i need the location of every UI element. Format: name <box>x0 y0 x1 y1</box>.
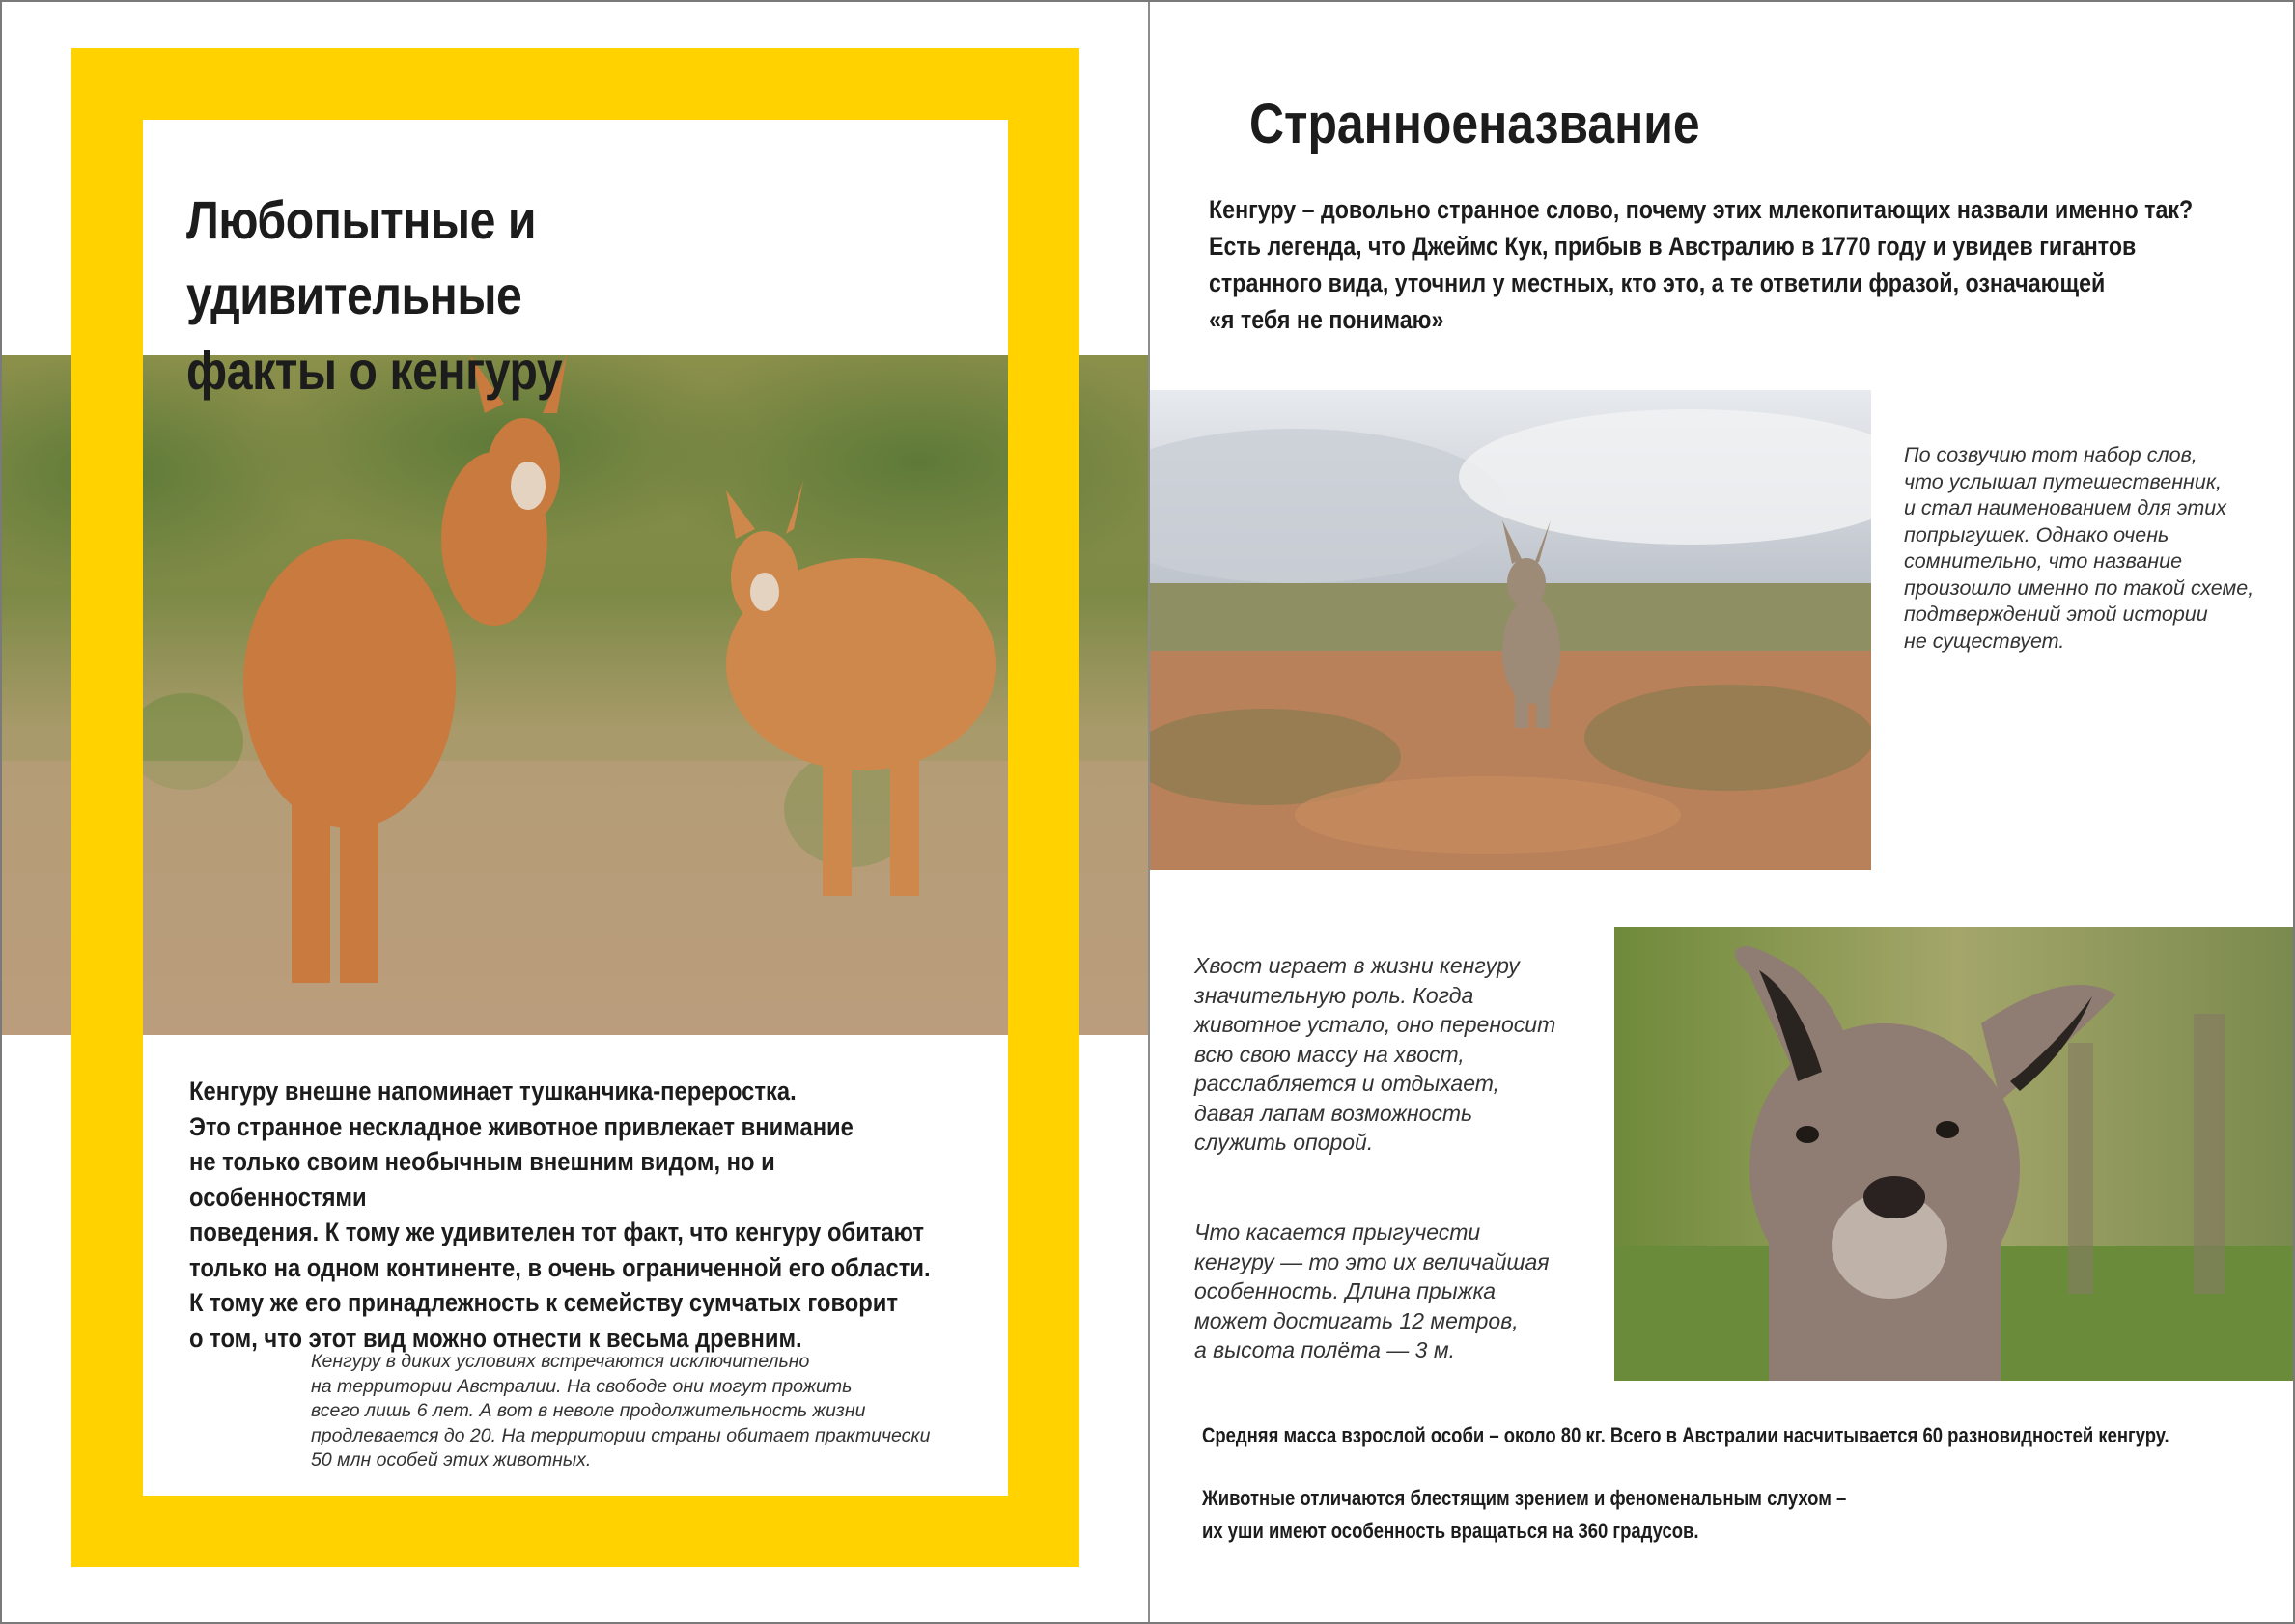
legend-paragraph: Кенгуру – довольно странное слово, почему этих млекопитающих назвали именно так? Есть легенда, что Джеймс Кук, прибыв в Австралию в 1770 году и увидев гигантов странного вида, уточнил у местных, кто это, а те ответили фразой, означающей «я тебя не понимаю» <box>1209 195 2194 334</box>
kangaroo-portrait-photo <box>1614 927 2295 1381</box>
kangaroo-outback-photo <box>1150 390 1871 870</box>
lifespan-note: Кенгуру в диких условиях встречаются исключительно на территории Австралии. На свободе они могут прожить всего лишь 6 лет. А вот в неволе продолжительность жизни продлевается до 20. На территории страны обитает практически 50 млн особей этих животных. <box>311 1351 931 1470</box>
page-title: Любопытные и удивительные факты о кенгуру <box>186 189 563 401</box>
mass-fact: Средняя масса взрослой особи – около 80 кг. Всего в Австралии насчитывается 60 разновидностей кенгуру. <box>1202 1423 2169 1447</box>
text-box <box>145 1035 1007 1495</box>
section-title: Странноеназвание <box>1249 93 1700 155</box>
title-box <box>145 123 1007 401</box>
name-origin-note: По созвучию тот набор слов, что услышал путешественник, и стал наименованием для этих попрыгушек. Однако очень сомнительно, что название произошло именно по такой схеме, подтверждений этой истории не существует. <box>1904 443 2254 653</box>
senses-fact: Животные отличаются блестящим зрением и феноменальным слухом – их уши имеют особенность вращаться на 360 градусов. <box>1202 1486 1847 1543</box>
tail-note: Хвост играет в жизни кенгуру значительную роль. Когда животное устало, оно переносит всю свою массу на хвост, расслабляется и отдыхает, давая лапам возможность служить опорой. <box>1194 953 1556 1155</box>
jump-note: Что касается прыгучести кенгуру — то это их величайшая особенность. Длина прыжка может достигать 12 метров, а высота полёта — 3 м. <box>1194 1219 1550 1362</box>
intro-paragraph: Кенгуру внешне напоминает тушканчика-переростка. Это странное нескладное животное привлекает внимание не только своим необычным внешним видом, но и особенностями поведения. К тому же удивителен тот факт, что кенгуру обитают только на одном континенте, в очень ограниченной его области. К тому же его принадлежность к семейству сумчатых говорит о том, что этот вид можно отнести к весьма древним. <box>189 1077 931 1353</box>
